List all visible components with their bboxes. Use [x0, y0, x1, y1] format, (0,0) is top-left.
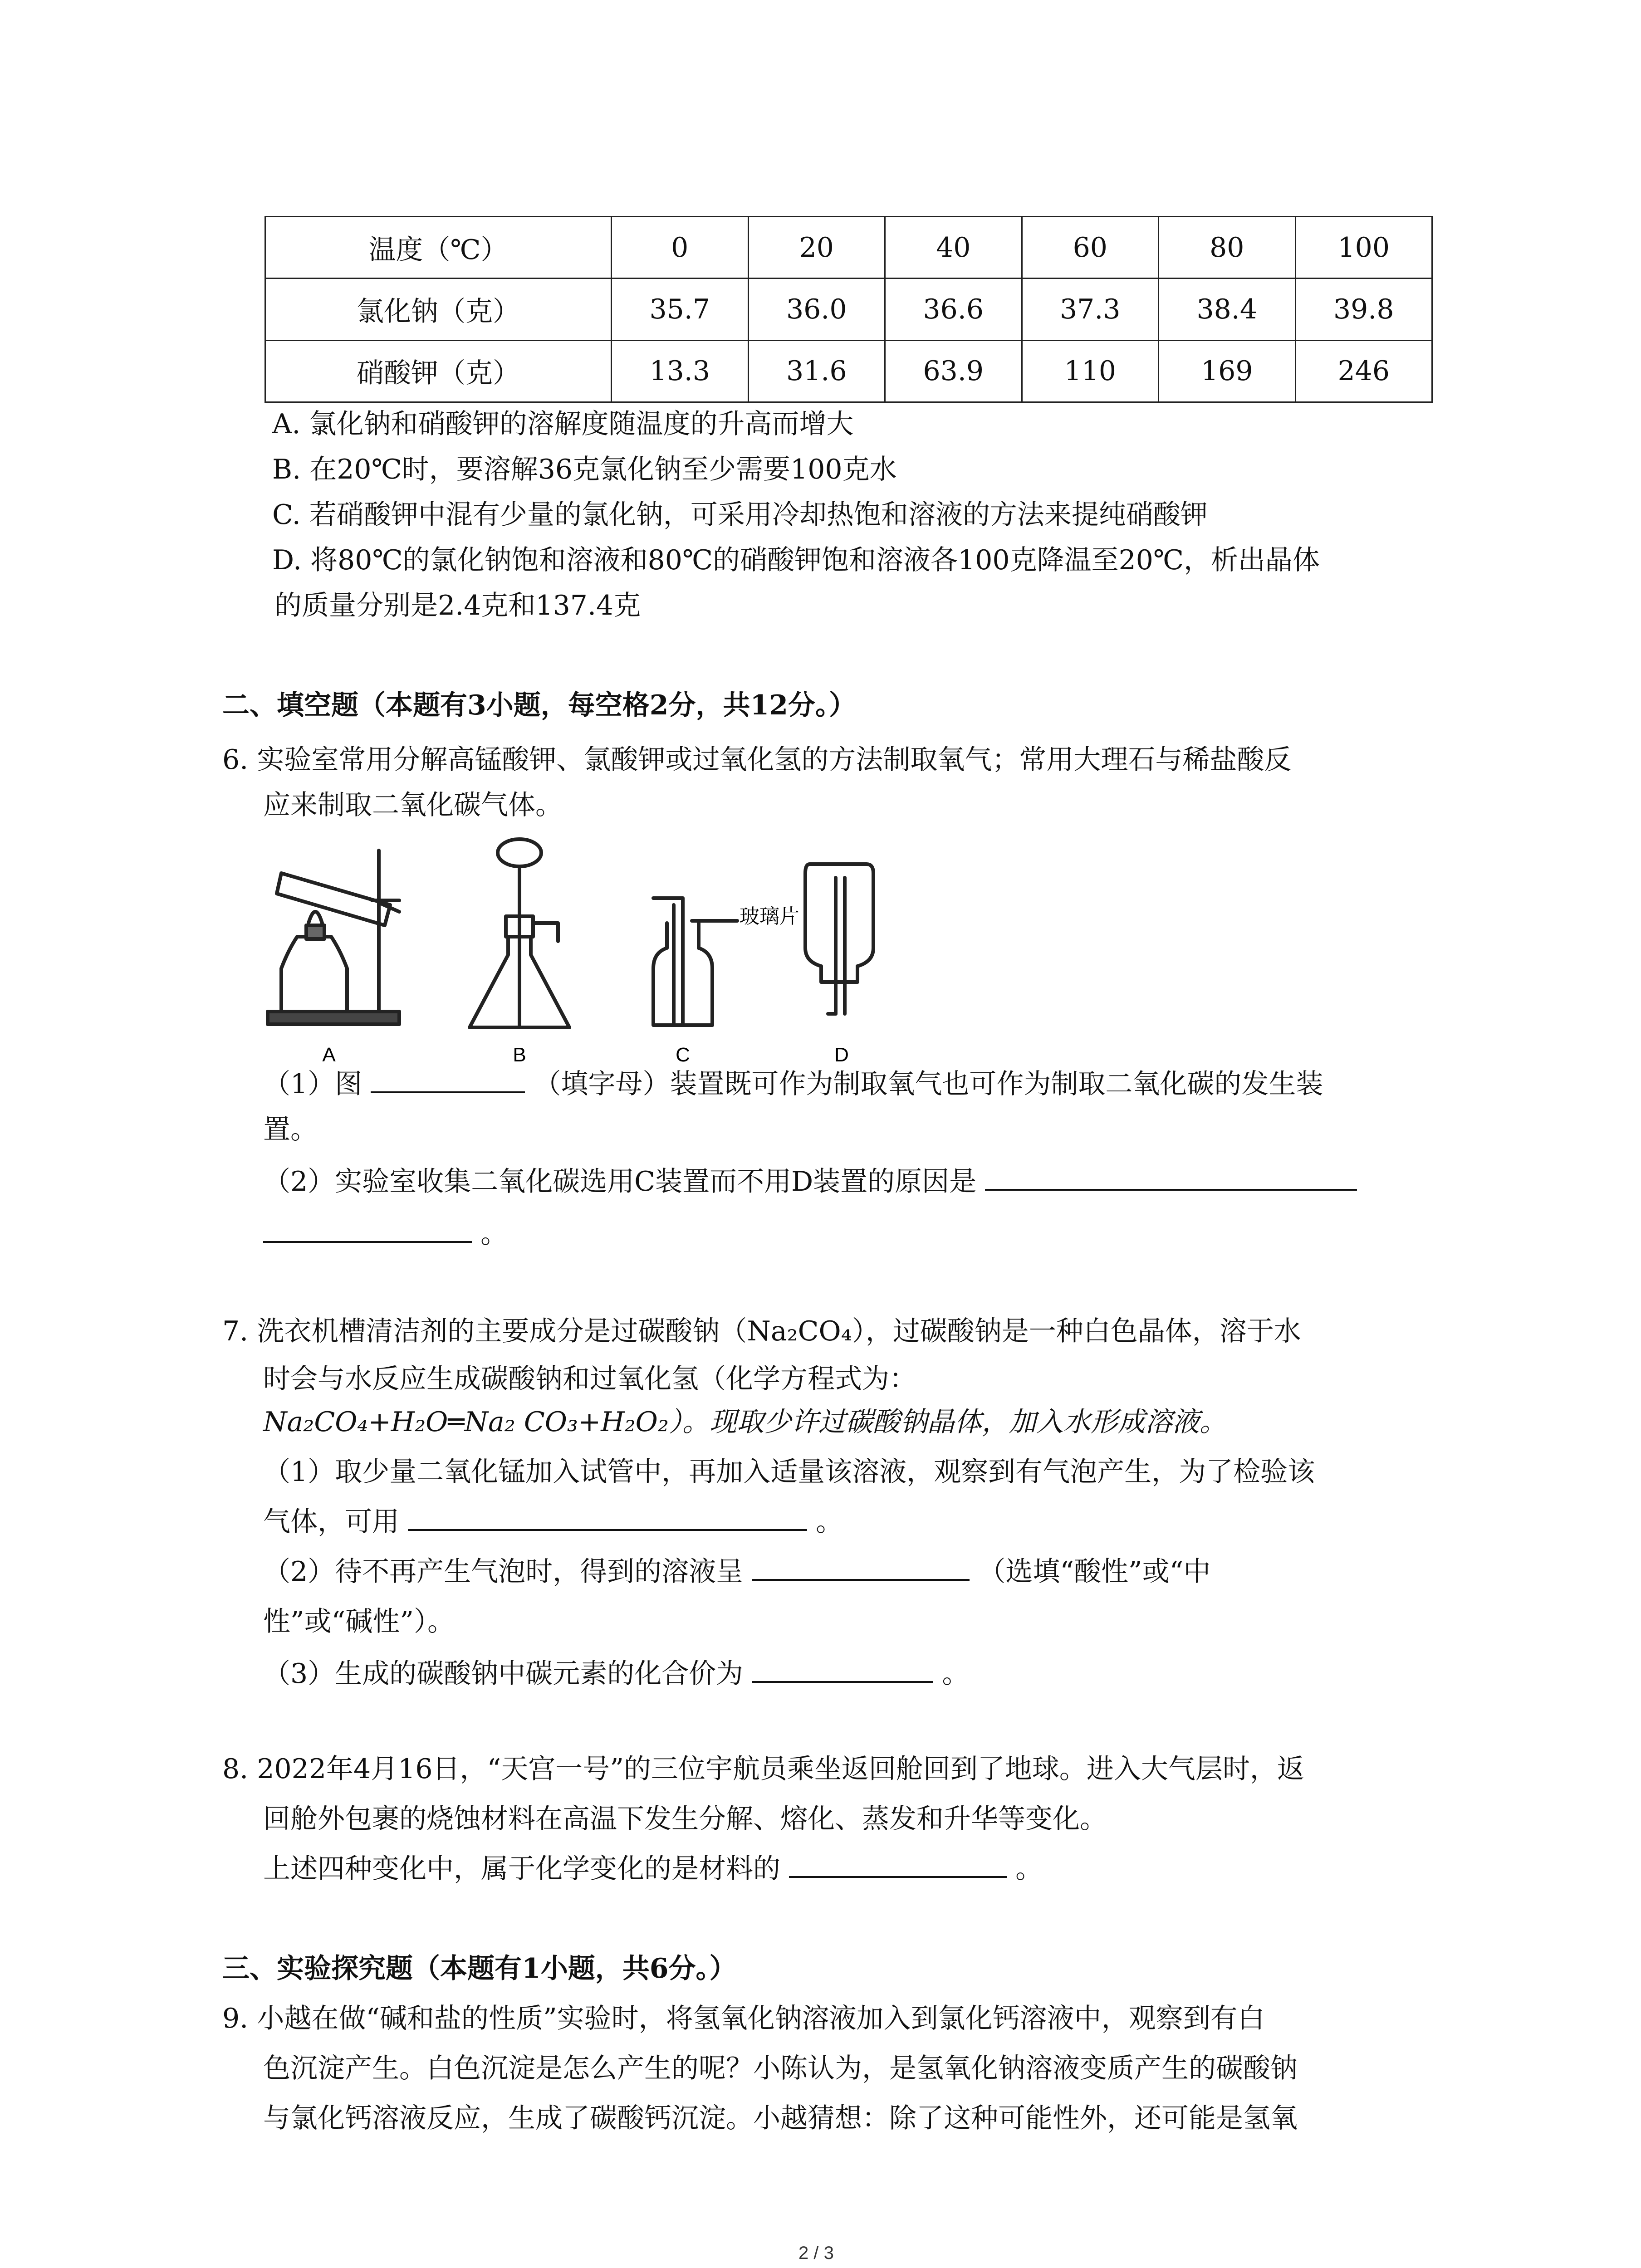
q8-text-line1: 8. 2022年4月16日，“天宫一号”的三位宇航员乘坐返回舱回到了地球。进入大气层时，返	[222, 1753, 1304, 1785]
q7-part2-continued: 性”或“碱性”）。	[263, 1606, 455, 1637]
q9-text-line1: 9. 小越在做“碱和盐的性质”实验时，将氢氧化钠溶液加入到氯化钙溶液中，观察到有白	[222, 2003, 1265, 2034]
label-b: B	[513, 1044, 526, 1066]
table-header-cell: 20	[748, 217, 885, 279]
answer-blank[interactable]	[371, 1064, 525, 1093]
q7-part2-prefix: （2）待不再产生气泡时，得到的溶液呈	[263, 1556, 744, 1588]
table-cell: 13.3	[612, 340, 749, 402]
q7-part2-suffix: （选填“酸性”或“中	[978, 1556, 1211, 1588]
label-a: A	[322, 1044, 336, 1066]
answer-blank[interactable]	[789, 1849, 1007, 1878]
table-header-cell: 温度（℃）	[265, 217, 612, 279]
option-a: A. 氯化钠和硝酸钾的溶解度随温度的升高而增大	[272, 408, 854, 440]
label-c: C	[676, 1044, 690, 1066]
table-header-cell: 100	[1295, 217, 1432, 279]
table-cell: 246	[1295, 340, 1432, 402]
option-c: C. 若硝酸钾中混有少量的氯化钠，可采用冷却热饱和溶液的方法来提纯硝酸钾	[272, 499, 1208, 531]
label-d: D	[834, 1044, 849, 1066]
q6-part2-prefix: （2）实验室收集二氧化碳选用C装置而不用D装置的原因是	[263, 1166, 977, 1198]
q8-text-line2: 回舱外包裹的烧蚀材料在高温下发生分解、熔化、蒸发和升华等变化。	[263, 1803, 1107, 1835]
table-cell: 氯化钠（克）	[265, 279, 612, 340]
section-3-title: 三、实验探究题（本题有1小题，共6分。）	[222, 1953, 737, 1984]
solubility-table	[265, 216, 1433, 403]
answer-blank[interactable]	[752, 1552, 970, 1581]
q7-part3-prefix: （3）生成的碳酸钠中碳元素的化合价为	[263, 1658, 744, 1690]
option-d: D. 将80℃的氯化钠饱和溶液和80℃的硝酸钾饱和溶液各100克降温至20℃，析出晶体	[272, 544, 1320, 576]
table-cell: 39.8	[1295, 279, 1432, 340]
section-2-title: 二、填空题（本题有3小题，每空格2分，共12分。）	[222, 689, 856, 721]
page-number: 2 / 3	[798, 2243, 834, 2263]
table-header-cell: 60	[1022, 217, 1159, 279]
q7-part2	[263, 1549, 1210, 1594]
q6-part2-end: 。	[480, 1218, 508, 1250]
q7-part1: （1）取少量二氧化锰加入试管中，再加入适量该溶液，观察到有气泡产生，为了检验该	[263, 1456, 1315, 1488]
q6-text-line1: 6. 实验室常用分解高锰酸钾、氯酸钾或过氧化氢的方法制取氧气；常用大理石与稀盐酸反	[222, 744, 1292, 776]
table-cell: 31.6	[748, 340, 885, 402]
q7-part1-prefix: 气体，可用	[263, 1506, 399, 1538]
q8-line3-prefix: 上述四种变化中，属于化学变化的是材料的	[263, 1853, 780, 1885]
glass-plate-label: 玻璃片	[740, 905, 799, 928]
table-header-cell: 0	[612, 217, 749, 279]
q8-text-line3	[263, 1846, 1043, 1892]
q6-part1-continued: 置。	[263, 1114, 318, 1145]
table-cell: 硝酸钾（克）	[265, 340, 612, 402]
table-cell: 38.4	[1159, 279, 1296, 340]
answer-blank[interactable]	[408, 1502, 807, 1531]
lab-apparatus-figure	[263, 832, 926, 1068]
answer-blank[interactable]	[752, 1654, 933, 1683]
table-header-cell: 80	[1159, 217, 1296, 279]
q8-line3-end: 。	[1015, 1853, 1043, 1885]
q7-text-line2: 时会与水反应生成碳酸钠和过氧化氢（化学方程式为：	[263, 1363, 916, 1395]
table-cell: 36.6	[885, 279, 1022, 340]
apparatus-c-collection-bottle	[653, 898, 737, 1025]
table-cell: 169	[1159, 340, 1296, 402]
table-header-cell: 40	[885, 217, 1022, 279]
table-cell: 63.9	[885, 340, 1022, 402]
answer-blank[interactable]	[263, 1214, 472, 1243]
apparatus-a-heating-setup	[268, 850, 399, 1024]
q6-part2	[263, 1159, 1357, 1204]
q6-part1-suffix: （填字母）装置既可作为制取氧气也可作为制取二氧化碳的发生装	[534, 1068, 1323, 1100]
table-cell: 35.7	[612, 279, 749, 340]
q6-part1	[263, 1061, 1323, 1107]
q7-text-line1: 7. 洗衣机槽清洁剂的主要成分是过碳酸钠（Na₂CO₄），过碳酸钠是一种白色晶体，溶于水	[222, 1315, 1301, 1347]
table-row	[265, 340, 1432, 402]
table-cell: 37.3	[1022, 279, 1159, 340]
q6-part2-continued	[263, 1211, 508, 1256]
option-d-continued: 的质量分别是2.4克和137.4克	[274, 590, 641, 621]
q6-text-line2: 应来制取二氧化碳气体。	[263, 789, 563, 821]
q9-text-line2: 色沉淀产生。白色沉淀是怎么产生的呢？小陈认为，是氢氧化钠溶液变质产生的碳酸钠	[263, 2053, 1298, 2084]
q7-equation: Na₂CO₄+H₂O═Na₂ CO₃+H₂O₂）。现取少许过碳酸钠晶体，加入水形成溶液。	[263, 1406, 1227, 1438]
q7-part3-end: 。	[942, 1658, 970, 1690]
table-header-row	[265, 217, 1432, 279]
apparatus-d-inverted-bottle	[805, 864, 873, 1014]
q7-part1-continued	[263, 1499, 843, 1545]
apparatus-b-flask	[470, 839, 569, 1027]
q7-part1-end: 。	[816, 1506, 843, 1538]
q6-part1-prefix: （1）图	[263, 1068, 362, 1100]
q7-part3	[263, 1651, 969, 1696]
answer-blank[interactable]	[985, 1162, 1357, 1191]
table-cell: 110	[1022, 340, 1159, 402]
table-row	[265, 279, 1432, 340]
table-cell: 36.0	[748, 279, 885, 340]
q9-text-line3: 与氯化钙溶液反应，生成了碳酸钙沉淀。小越猜想：除了这种可能性外，还可能是氢氧	[263, 2102, 1298, 2134]
option-b: B. 在20℃时，要溶解36克氯化钠至少需要100克水	[272, 454, 897, 485]
